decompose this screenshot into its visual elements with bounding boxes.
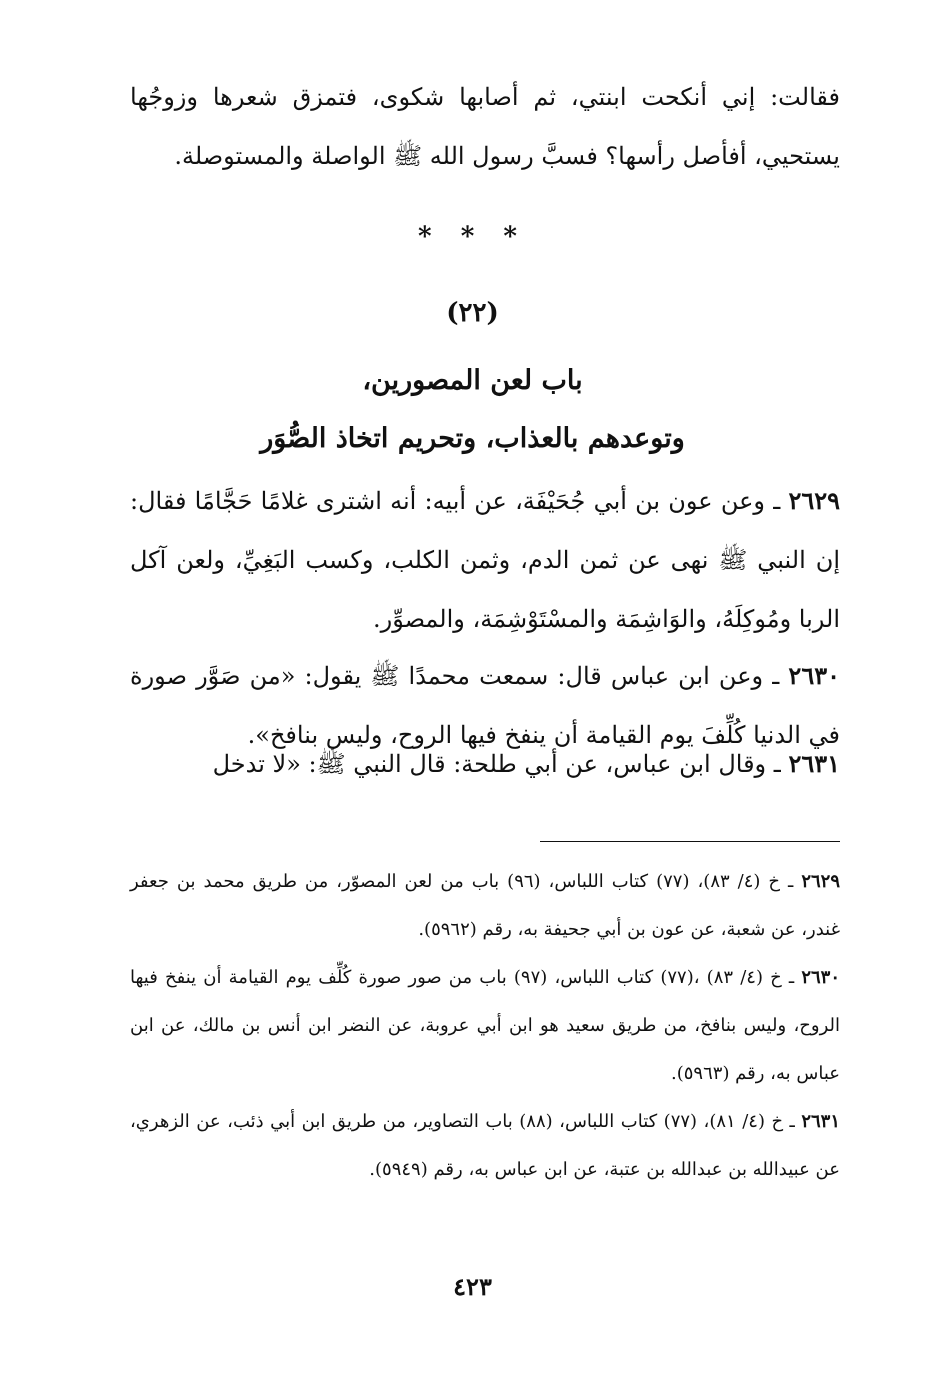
hadith-text: ـ وعن عون بن أبي جُحَيْفَة، عن أبيه: أنه اشترى غلامًا حَجَّامًا فقال: إن النبي ﷺ نهى عن ثمن الدم، وثمن الكلب، وكسب البَغِيِّ، ولعن آكل الربا ومُوكِلَهُ، والوَاشِمَة والمسْتَوْشِمَة، والمصوِّر. — [130, 487, 840, 633]
footnote-number: ٢٦٣٠ — [801, 967, 840, 988]
footnote-text: ـ خ (٤/ ٨١)، (٧٧) كتاب اللباس، (٨٨) باب التصاوير، من طريق ابن أبي ذئب، عن الزهري، عن عبيدالله بن عبدالله بن عتبة، عن ابن عباس به، رقم (٥٩٤٩). — [130, 1111, 840, 1180]
intro-text: فقالت: إني أنكحت ابنتي، ثم أصابها شكوى، فتمزق شعرها وزوجُها يستحيي، أفأصل رأسها؟ فسبَّ رسول الله ﷺ الواصلة والمستوصلة. — [130, 83, 840, 170]
hadith-number: ٢٦٣١ — [788, 749, 840, 778]
footnote-number: ٢٦٣١ — [801, 1111, 840, 1132]
hadith-2629 — [130, 471, 840, 649]
footnote-text: ـ خ (٤/ ٨٣)، (٧٧) كتاب اللباس، (٩٦) باب من لعن المصوّر، من طريق محمد بن جعفر غندر، عن شعبة، عن عون بن أبي جحيفة به، رقم (٥٩٦٢). — [130, 871, 840, 940]
footnote-number: ٢٦٢٩ — [801, 871, 840, 892]
hadith-2631 — [130, 734, 840, 794]
footnote-text: ـ خ (٤/ ٨٣) ،(٧٧) كتاب اللباس، (٩٧) باب من صور صورة كُلِّف يوم القيامة أن ينفخ فيها الروح، وليس بنافخ، من طريق سعيد هو ابن أبي عروبة، عن النضر ابن أنس بن مالك، عن ابن عباس به، رقم (٥٩٦٣). — [130, 967, 840, 1084]
hadith-text: ـ وعن ابن عباس قال: سمعت محمدًا ﷺ يقول: «من صَوَّر صورة في الدنيا كُلِّفَ يوم القيامة أن ينفخ فيها الروح، وليس بنافخ». — [130, 662, 840, 749]
intro-paragraph — [130, 68, 840, 186]
chapter-title-line1: باب لعن المصورين، — [362, 365, 583, 396]
footnote-2630 — [130, 954, 840, 1098]
hadith-number: ٢٦٣٠ — [788, 661, 840, 690]
chapter-title — [0, 352, 945, 468]
chapter-title-line2: وتوعدهم بالعذاب، وتحريم اتخاذ الصُّوَر — [260, 423, 685, 454]
section-separator: * * * — [418, 222, 527, 252]
hadith-text: ـ وقال ابن عباس، عن أبي طلحة: قال النبي ﷺ: «لا تدخل — [212, 750, 781, 778]
page-number: ٤٢٣ — [453, 1272, 492, 1301]
hadith-number: ٢٦٢٩ — [788, 486, 840, 515]
chapter-number: (٢٢) — [446, 298, 499, 328]
footnote-2631 — [130, 1098, 840, 1194]
footnote-2629 — [130, 858, 840, 954]
footnote-divider — [540, 841, 840, 842]
